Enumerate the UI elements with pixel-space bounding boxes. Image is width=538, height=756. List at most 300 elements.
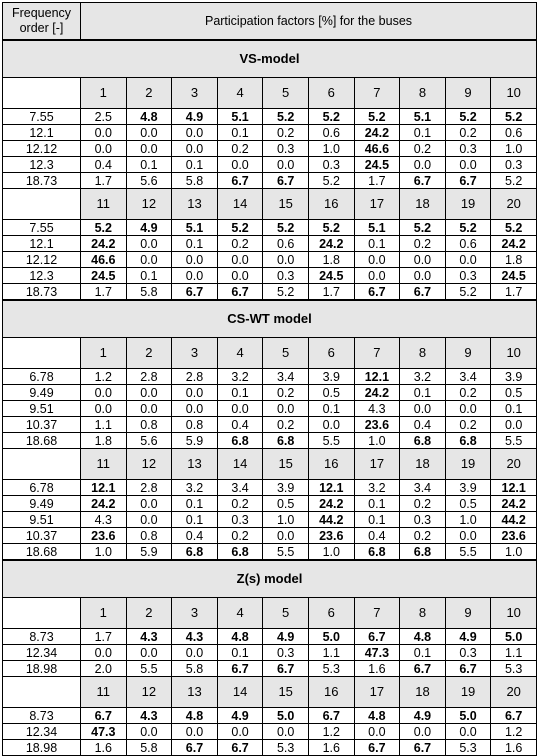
participation-value: 24.2 bbox=[308, 236, 354, 252]
participation-value: 3.2 bbox=[217, 369, 263, 385]
participation-value: 4.8 bbox=[126, 109, 172, 125]
participation-value: 6.8 bbox=[217, 433, 263, 449]
participation-value: 0.1 bbox=[354, 496, 400, 512]
participation-value: 6.7 bbox=[445, 661, 491, 677]
section-title: VS-model bbox=[3, 40, 537, 78]
bus-number: 5 bbox=[263, 78, 309, 109]
participation-value: 0.0 bbox=[172, 268, 218, 284]
bus-number: 10 bbox=[491, 598, 537, 629]
participation-value: 0.4 bbox=[400, 417, 446, 433]
participation-value: 24.2 bbox=[308, 496, 354, 512]
participation-value: 5.1 bbox=[400, 109, 446, 125]
participation-value: 5.6 bbox=[126, 433, 172, 449]
participation-value: 0.0 bbox=[491, 417, 537, 433]
participation-value: 0.8 bbox=[126, 417, 172, 433]
participation-value: 5.8 bbox=[126, 740, 172, 756]
participation-value: 3.9 bbox=[263, 480, 309, 496]
participation-value: 0.2 bbox=[263, 385, 309, 401]
participation-value: 12.1 bbox=[354, 369, 400, 385]
participation-value: 0.1 bbox=[354, 236, 400, 252]
participation-value: 6.8 bbox=[172, 544, 218, 561]
participation-value: 5.2 bbox=[263, 220, 309, 236]
frequency-cell: 10.37 bbox=[3, 417, 81, 433]
participation-value: 5.0 bbox=[491, 629, 537, 645]
participation-value: 0.4 bbox=[172, 528, 218, 544]
blank-cell bbox=[3, 78, 81, 109]
table-row bbox=[3, 629, 537, 645]
participation-value: 0.3 bbox=[263, 141, 309, 157]
participation-value: 0.0 bbox=[217, 401, 263, 417]
participation-value: 4.9 bbox=[263, 629, 309, 645]
section-title: Z(s) model bbox=[3, 560, 537, 598]
participation-value: 0.1 bbox=[172, 496, 218, 512]
participation-value: 0.3 bbox=[400, 512, 446, 528]
participation-value: 5.3 bbox=[263, 740, 309, 756]
participation-value: 6.8 bbox=[445, 433, 491, 449]
participation-value: 1.8 bbox=[81, 433, 127, 449]
frequency-cell: 12.12 bbox=[3, 141, 81, 157]
participation-value: 1.2 bbox=[491, 724, 537, 740]
participation-value: 0.1 bbox=[172, 157, 218, 173]
blank-cell bbox=[3, 449, 81, 480]
participation-value: 1.0 bbox=[81, 544, 127, 561]
participation-value: 44.2 bbox=[308, 512, 354, 528]
participation-value: 4.9 bbox=[126, 220, 172, 236]
bus-number: 2 bbox=[126, 78, 172, 109]
participation-value: 0.2 bbox=[445, 125, 491, 141]
bus-number: 15 bbox=[263, 677, 309, 708]
participation-value: 5.3 bbox=[491, 661, 537, 677]
participation-value: 5.2 bbox=[263, 109, 309, 125]
participation-value: 3.2 bbox=[172, 480, 218, 496]
bus-number: 15 bbox=[263, 449, 309, 480]
participation-value: 0.0 bbox=[263, 252, 309, 268]
participation-value: 2.8 bbox=[126, 480, 172, 496]
participation-value: 0.0 bbox=[126, 496, 172, 512]
bus-number: 14 bbox=[217, 189, 263, 220]
bus-number: 17 bbox=[354, 449, 400, 480]
participation-value: 24.2 bbox=[354, 385, 400, 401]
participation-value: 4.9 bbox=[400, 708, 446, 724]
participation-value: 0.0 bbox=[400, 724, 446, 740]
section-title-row bbox=[3, 560, 537, 598]
participation-value: 5.2 bbox=[445, 220, 491, 236]
participation-value: 5.2 bbox=[263, 284, 309, 301]
participation-value: 1.1 bbox=[491, 645, 537, 661]
participation-value: 0.0 bbox=[81, 645, 127, 661]
bus-number: 6 bbox=[308, 78, 354, 109]
participation-value: 24.2 bbox=[81, 236, 127, 252]
participation-value: 6.7 bbox=[354, 740, 400, 756]
participation-value: 6.7 bbox=[81, 708, 127, 724]
bus-number: 19 bbox=[445, 449, 491, 480]
participation-value: 6.7 bbox=[354, 284, 400, 301]
participation-value: 0.2 bbox=[400, 236, 446, 252]
participation-value: 6.8 bbox=[263, 433, 309, 449]
participation-value: 0.2 bbox=[217, 496, 263, 512]
participation-value: 0.4 bbox=[217, 417, 263, 433]
participation-value: 5.8 bbox=[172, 173, 218, 189]
participation-value: 0.0 bbox=[81, 385, 127, 401]
participation-value: 0.6 bbox=[445, 236, 491, 252]
participation-value: 6.7 bbox=[400, 661, 446, 677]
participation-value: 0.2 bbox=[263, 125, 309, 141]
participation-value: 12.1 bbox=[491, 480, 537, 496]
bus-number: 9 bbox=[445, 338, 491, 369]
participation-value: 4.3 bbox=[81, 512, 127, 528]
participation-value: 0.0 bbox=[354, 252, 400, 268]
participation-value: 5.2 bbox=[400, 220, 446, 236]
frequency-cell: 12.1 bbox=[3, 125, 81, 141]
participation-value: 4.3 bbox=[126, 708, 172, 724]
participation-value: 0.0 bbox=[445, 528, 491, 544]
participation-value: 0.1 bbox=[172, 236, 218, 252]
participation-value: 0.0 bbox=[217, 157, 263, 173]
table-row bbox=[3, 417, 537, 433]
table-row bbox=[3, 284, 537, 301]
participation-value: 1.8 bbox=[308, 252, 354, 268]
participation-value: 0.0 bbox=[126, 385, 172, 401]
table-row bbox=[3, 141, 537, 157]
participation-value: 0.5 bbox=[445, 496, 491, 512]
bus-number: 19 bbox=[445, 189, 491, 220]
participation-value: 0.0 bbox=[354, 268, 400, 284]
participation-value: 1.6 bbox=[308, 740, 354, 756]
participation-value: 6.7 bbox=[400, 740, 446, 756]
bus-number: 3 bbox=[172, 338, 218, 369]
blank-cell bbox=[3, 598, 81, 629]
participation-value: 3.4 bbox=[445, 369, 491, 385]
participation-value: 0.0 bbox=[126, 645, 172, 661]
bus-number-row bbox=[3, 338, 537, 369]
participation-value: 4.8 bbox=[400, 629, 446, 645]
participation-value: 1.6 bbox=[354, 661, 400, 677]
participation-value: 0.0 bbox=[308, 417, 354, 433]
participation-value: 5.5 bbox=[445, 544, 491, 561]
table-row bbox=[3, 645, 537, 661]
frequency-cell: 12.12 bbox=[3, 252, 81, 268]
participation-value: 1.7 bbox=[81, 173, 127, 189]
bus-number: 14 bbox=[217, 677, 263, 708]
participation-value: 0.0 bbox=[81, 401, 127, 417]
bus-number: 18 bbox=[400, 677, 446, 708]
participation-value: 0.1 bbox=[126, 157, 172, 173]
participation-value: 3.9 bbox=[445, 480, 491, 496]
bus-number: 6 bbox=[308, 338, 354, 369]
participation-value: 5.2 bbox=[308, 173, 354, 189]
table-row bbox=[3, 544, 537, 561]
frequency-cell: 12.1 bbox=[3, 236, 81, 252]
participation-value: 12.1 bbox=[81, 480, 127, 496]
participation-value: 5.2 bbox=[491, 173, 537, 189]
participation-value: 5.1 bbox=[172, 220, 218, 236]
participation-value: 5.2 bbox=[217, 220, 263, 236]
bus-number: 12 bbox=[126, 677, 172, 708]
participation-value: 46.6 bbox=[81, 252, 127, 268]
participation-value: 1.0 bbox=[491, 141, 537, 157]
bus-number: 7 bbox=[354, 338, 400, 369]
bus-number: 15 bbox=[263, 189, 309, 220]
bus-number: 13 bbox=[172, 189, 218, 220]
participation-value: 0.0 bbox=[263, 401, 309, 417]
participation-value: 5.5 bbox=[491, 433, 537, 449]
bus-number-row bbox=[3, 78, 537, 109]
participation-value: 3.2 bbox=[354, 480, 400, 496]
table-row bbox=[3, 252, 537, 268]
frequency-cell: 9.49 bbox=[3, 385, 81, 401]
frequency-cell: 18.68 bbox=[3, 433, 81, 449]
participation-value: 0.0 bbox=[172, 252, 218, 268]
participation-value: 5.3 bbox=[308, 661, 354, 677]
participation-value: 0.6 bbox=[263, 236, 309, 252]
participation-value: 0.2 bbox=[217, 236, 263, 252]
participation-value: 0.2 bbox=[400, 496, 446, 512]
frequency-cell: 18.98 bbox=[3, 661, 81, 677]
participation-value: 1.7 bbox=[81, 629, 127, 645]
participation-value: 0.5 bbox=[308, 385, 354, 401]
participation-value: 4.8 bbox=[354, 708, 400, 724]
participation-value: 0.1 bbox=[217, 645, 263, 661]
bus-number: 11 bbox=[81, 189, 127, 220]
participation-value: 0.0 bbox=[217, 268, 263, 284]
participation-value: 4.9 bbox=[172, 109, 218, 125]
participation-value: 24.2 bbox=[354, 125, 400, 141]
participation-factors-table bbox=[2, 2, 537, 756]
bus-number: 4 bbox=[217, 78, 263, 109]
section-title-row bbox=[3, 40, 537, 78]
bus-number: 7 bbox=[354, 78, 400, 109]
bus-number: 8 bbox=[400, 598, 446, 629]
table-row bbox=[3, 401, 537, 417]
bus-number: 1 bbox=[81, 598, 127, 629]
bus-number: 1 bbox=[81, 78, 127, 109]
participation-value: 1.8 bbox=[491, 252, 537, 268]
participation-value: 5.2 bbox=[491, 109, 537, 125]
participation-value: 0.3 bbox=[491, 157, 537, 173]
participation-value: 1.6 bbox=[491, 740, 537, 756]
participation-value: 5.2 bbox=[445, 284, 491, 301]
participation-value: 5.9 bbox=[172, 433, 218, 449]
bus-number: 2 bbox=[126, 598, 172, 629]
participation-value: 23.6 bbox=[81, 528, 127, 544]
table-row bbox=[3, 661, 537, 677]
frequency-cell: 18.73 bbox=[3, 284, 81, 301]
participation-value: 6.7 bbox=[217, 173, 263, 189]
participation-value: 3.4 bbox=[263, 369, 309, 385]
participation-value: 6.7 bbox=[172, 284, 218, 301]
participation-value: 5.6 bbox=[126, 173, 172, 189]
participation-value: 0.0 bbox=[172, 141, 218, 157]
participation-value: 5.2 bbox=[81, 220, 127, 236]
participation-value: 1.2 bbox=[81, 369, 127, 385]
bus-number: 20 bbox=[491, 677, 537, 708]
bus-number: 11 bbox=[81, 449, 127, 480]
participation-value: 24.5 bbox=[491, 268, 537, 284]
blank-cell bbox=[3, 338, 81, 369]
participation-value: 0.1 bbox=[400, 645, 446, 661]
participation-value: 0.6 bbox=[308, 125, 354, 141]
participation-value: 5.1 bbox=[217, 109, 263, 125]
frequency-cell: 9.51 bbox=[3, 512, 81, 528]
frequency-cell: 12.34 bbox=[3, 645, 81, 661]
bus-number: 20 bbox=[491, 189, 537, 220]
frequency-cell: 12.34 bbox=[3, 724, 81, 740]
bus-number: 8 bbox=[400, 78, 446, 109]
participation-value: 6.8 bbox=[354, 544, 400, 561]
participation-value: 5.1 bbox=[354, 220, 400, 236]
table-row bbox=[3, 724, 537, 740]
participation-value: 0.0 bbox=[400, 401, 446, 417]
table-row bbox=[3, 708, 537, 724]
participation-value: 0.0 bbox=[172, 724, 218, 740]
frequency-cell: 7.55 bbox=[3, 109, 81, 125]
bus-number: 14 bbox=[217, 449, 263, 480]
bus-number: 5 bbox=[263, 598, 309, 629]
table-row bbox=[3, 496, 537, 512]
participation-value: 6.7 bbox=[308, 708, 354, 724]
participation-value: 24.5 bbox=[354, 157, 400, 173]
participation-value: 4.8 bbox=[172, 708, 218, 724]
participation-value: 0.0 bbox=[172, 125, 218, 141]
blank-cell bbox=[3, 677, 81, 708]
table-row bbox=[3, 157, 537, 173]
participation-value: 5.3 bbox=[445, 740, 491, 756]
participation-value: 0.0 bbox=[263, 724, 309, 740]
participation-value: 4.9 bbox=[445, 629, 491, 645]
participation-value: 0.0 bbox=[126, 401, 172, 417]
participation-value: 0.3 bbox=[308, 157, 354, 173]
bus-number: 16 bbox=[308, 449, 354, 480]
participation-value: 3.9 bbox=[491, 369, 537, 385]
frequency-cell: 9.49 bbox=[3, 496, 81, 512]
participation-value: 0.2 bbox=[263, 417, 309, 433]
table-row bbox=[3, 173, 537, 189]
bus-number-row bbox=[3, 598, 537, 629]
bus-number: 7 bbox=[354, 598, 400, 629]
bus-number: 12 bbox=[126, 189, 172, 220]
table-row bbox=[3, 480, 537, 496]
participation-value: 0.0 bbox=[217, 252, 263, 268]
frequency-cell: 8.73 bbox=[3, 629, 81, 645]
bus-number: 16 bbox=[308, 677, 354, 708]
participation-value: 0.0 bbox=[263, 528, 309, 544]
table-row bbox=[3, 109, 537, 125]
bus-number: 9 bbox=[445, 598, 491, 629]
participation-value: 5.9 bbox=[126, 544, 172, 561]
participation-value: 0.8 bbox=[126, 528, 172, 544]
participation-value: 6.7 bbox=[263, 173, 309, 189]
participation-value: 2.5 bbox=[81, 109, 127, 125]
table-body bbox=[3, 3, 537, 756]
participation-value: 0.0 bbox=[126, 236, 172, 252]
frequency-order-header: Frequency order [-] bbox=[3, 3, 81, 41]
participation-value: 0.5 bbox=[491, 385, 537, 401]
table-row bbox=[3, 528, 537, 544]
participation-value: 0.3 bbox=[445, 645, 491, 661]
bus-number: 5 bbox=[263, 338, 309, 369]
participation-value: 1.6 bbox=[81, 740, 127, 756]
bus-number: 12 bbox=[126, 449, 172, 480]
bus-number: 9 bbox=[445, 78, 491, 109]
frequency-cell: 9.51 bbox=[3, 401, 81, 417]
participation-value: 5.2 bbox=[308, 109, 354, 125]
participation-value: 6.8 bbox=[217, 544, 263, 561]
bus-number: 19 bbox=[445, 677, 491, 708]
participation-value: 1.7 bbox=[354, 173, 400, 189]
participation-value: 5.0 bbox=[445, 708, 491, 724]
participation-value: 44.2 bbox=[491, 512, 537, 528]
bus-number: 4 bbox=[217, 598, 263, 629]
table-row bbox=[3, 369, 537, 385]
bus-number: 3 bbox=[172, 598, 218, 629]
bus-number: 10 bbox=[491, 338, 537, 369]
participation-value: 0.1 bbox=[217, 385, 263, 401]
bus-number: 3 bbox=[172, 78, 218, 109]
participation-value: 1.0 bbox=[263, 512, 309, 528]
participation-value: 3.2 bbox=[400, 369, 446, 385]
table-row bbox=[3, 125, 537, 141]
bus-number-row bbox=[3, 677, 537, 708]
participation-value: 12.1 bbox=[308, 480, 354, 496]
frequency-cell: 18.68 bbox=[3, 544, 81, 561]
bus-number: 16 bbox=[308, 189, 354, 220]
participation-value: 4.8 bbox=[217, 629, 263, 645]
frequency-cell: 12.3 bbox=[3, 268, 81, 284]
participation-value: 5.8 bbox=[172, 661, 218, 677]
participation-value: 6.7 bbox=[491, 708, 537, 724]
bus-number: 13 bbox=[172, 677, 218, 708]
bus-number: 6 bbox=[308, 598, 354, 629]
participation-value: 0.0 bbox=[126, 252, 172, 268]
participation-value: 0.0 bbox=[217, 724, 263, 740]
participation-value: 24.2 bbox=[491, 496, 537, 512]
participation-value: 6.7 bbox=[400, 173, 446, 189]
bus-number: 13 bbox=[172, 449, 218, 480]
participation-value: 23.6 bbox=[491, 528, 537, 544]
participation-value: 6.8 bbox=[400, 544, 446, 561]
participation-value: 0.1 bbox=[400, 385, 446, 401]
participation-value: 0.0 bbox=[172, 645, 218, 661]
participation-value: 6.7 bbox=[263, 661, 309, 677]
participation-value: 0.8 bbox=[172, 417, 218, 433]
participation-value: 5.8 bbox=[126, 284, 172, 301]
participation-value: 1.7 bbox=[308, 284, 354, 301]
participation-value: 23.6 bbox=[354, 417, 400, 433]
participation-value: 0.0 bbox=[400, 252, 446, 268]
participation-value: 0.0 bbox=[81, 141, 127, 157]
participation-value: 6.7 bbox=[400, 284, 446, 301]
table-row bbox=[3, 220, 537, 236]
participation-value: 0.1 bbox=[491, 401, 537, 417]
section-title: CS-WT model bbox=[3, 300, 537, 338]
participation-value: 24.5 bbox=[81, 268, 127, 284]
participation-title-header: Participation factors [%] for the buses bbox=[81, 3, 537, 41]
bus-number: 17 bbox=[354, 189, 400, 220]
bus-number: 11 bbox=[81, 677, 127, 708]
participation-value: 0.1 bbox=[172, 512, 218, 528]
participation-value: 0.0 bbox=[263, 157, 309, 173]
participation-value: 0.4 bbox=[81, 157, 127, 173]
participation-value: 0.0 bbox=[445, 724, 491, 740]
participation-value: 6.7 bbox=[172, 740, 218, 756]
participation-value: 6.7 bbox=[445, 173, 491, 189]
participation-value: 5.2 bbox=[491, 220, 537, 236]
participation-value: 1.7 bbox=[491, 284, 537, 301]
participation-value: 0.3 bbox=[445, 268, 491, 284]
bus-number: 10 bbox=[491, 78, 537, 109]
participation-value: 0.0 bbox=[126, 141, 172, 157]
participation-value: 1.0 bbox=[491, 544, 537, 561]
